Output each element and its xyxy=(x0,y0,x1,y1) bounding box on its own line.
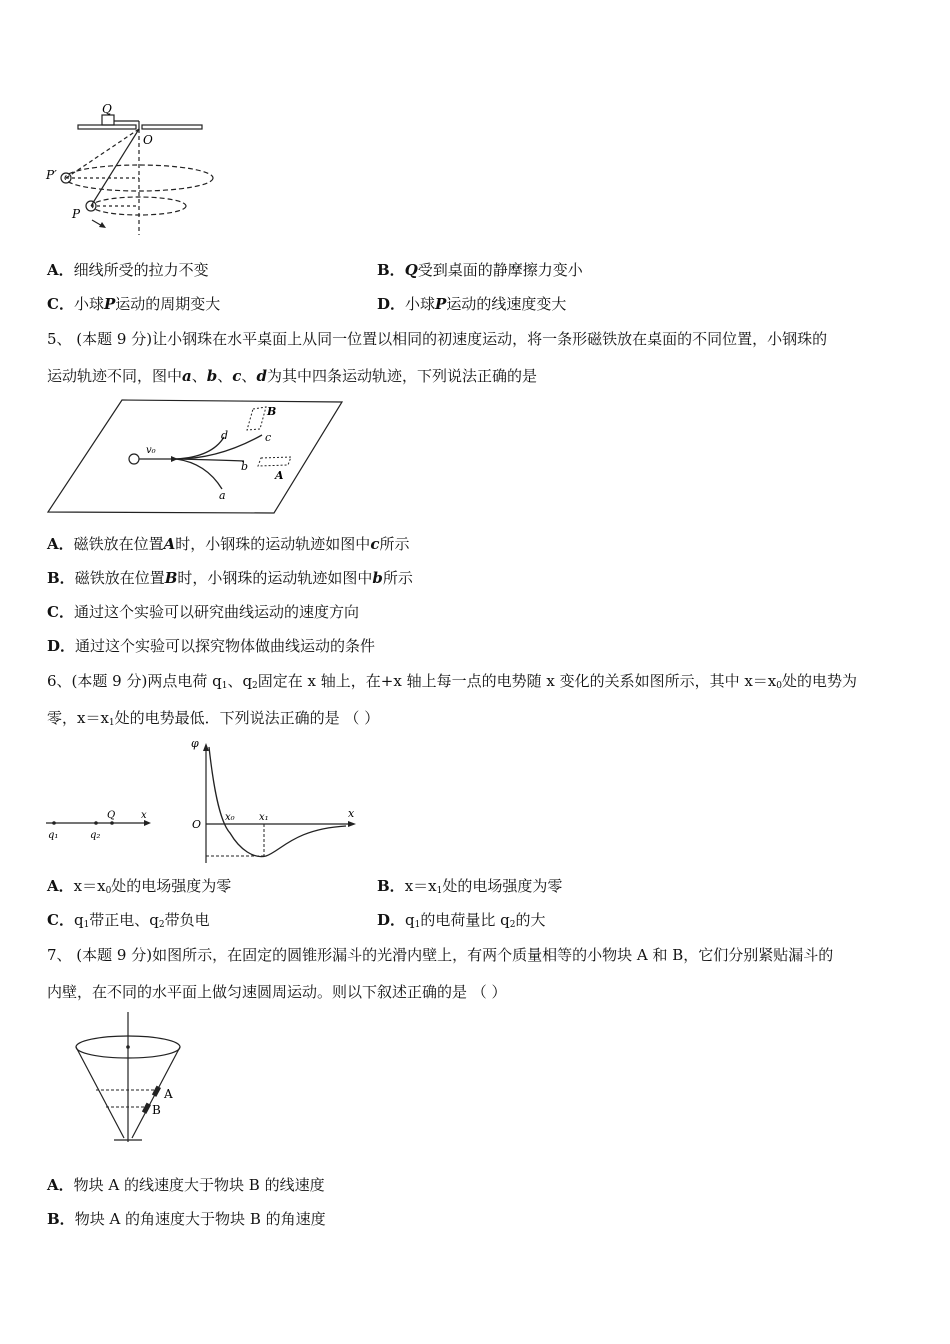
q6-stem-line1: 6、(本题 9 分)两点电荷 $q_1$、$q_2$固定在 x 轴上，在+x 轴上每一点的电势随 x 变化的关系如图所示，其中 $x=x_0$处的电势为 xyxy=(47,672,858,691)
q6-label-q2: q₂ xyxy=(90,830,101,841)
q6-charge-q2 xyxy=(94,821,98,825)
q5-track-a xyxy=(176,459,222,489)
q6-label-x: x xyxy=(348,807,355,820)
q5-figure xyxy=(44,397,346,517)
q6-label-x0: x₀ xyxy=(225,812,235,823)
q5-option-c[interactable]: C．通过这个实验可以研究曲线运动的速度方向 xyxy=(47,603,359,621)
q7-figure xyxy=(44,1010,194,1150)
q4-figure xyxy=(44,100,224,240)
q7-stem-line2: 内壁，在不同的水平面上做匀速圆周运动。则以下叙述正确的是 （ ） xyxy=(47,983,507,1001)
q7-label-b: B xyxy=(152,1103,161,1117)
q4-option-d[interactable]: D．小球P运动的线速度变大 xyxy=(377,295,567,313)
q6-label-q: Q xyxy=(107,810,116,821)
q4-option-a[interactable]: A．细线所受的拉力不变 xyxy=(47,261,209,279)
q5-stem-line2: 运动轨迹不同，图中a、b、c、d为其中四条运动轨迹，下列说法正确的是 xyxy=(47,367,537,385)
q5-label-magnet-b: B xyxy=(267,405,277,418)
q5-track-c xyxy=(176,435,262,459)
q5-ball xyxy=(129,454,139,464)
q6-label-origin: O xyxy=(192,818,202,831)
q6-stem-line2: 零，$x=x_1$处的电势最低．下列说法正确的是 （ ） xyxy=(47,709,380,728)
q5-option-d[interactable]: D．通过这个实验可以探究物体做曲线运动的条件 xyxy=(47,637,376,655)
q7-block-a xyxy=(152,1086,161,1097)
q7-option-b[interactable]: B．物块 A 的角速度大于物块 B 的角速度 xyxy=(47,1210,326,1228)
q6-option-b[interactable]: B．$x=x_1$处的电场强度为零 xyxy=(377,877,563,896)
q6-label-x1: x₁ xyxy=(259,812,269,823)
q4-option-c[interactable]: C．小球P运动的周期变大 xyxy=(47,295,221,313)
q7-label-a: A xyxy=(164,1087,173,1101)
q5-option-a[interactable]: A．磁铁放在位置A时，小钢珠的运动轨迹如图中c所示 xyxy=(47,535,410,553)
q7-option-a[interactable]: A．物块 A 的线速度大于物块 B 的线速度 xyxy=(47,1176,325,1194)
q5-label-b: b xyxy=(241,460,249,473)
q5-label-d: d xyxy=(221,429,229,442)
q7-stem-line1: 7、 (本题 9 分)如图所示，在固定的圆锥形漏斗的光滑内壁上，有两个质量相等的小物块 A 和 B，它们分别紧贴漏斗的 xyxy=(47,946,834,964)
q4-label-p: P xyxy=(72,207,81,221)
q5-label-a: a xyxy=(219,489,226,502)
q6-charge-q1 xyxy=(52,821,56,825)
q5-magnet-a xyxy=(258,457,291,466)
q6-potential-curve xyxy=(209,747,346,857)
q5-magnet-b xyxy=(247,407,266,430)
q4-option-b[interactable]: B．Q受到桌面的静摩擦力变小 xyxy=(377,261,583,279)
q6-option-c[interactable]: C．$q_1$带正电、$q_2$带负电 xyxy=(47,911,210,930)
q6-label-phi: φ xyxy=(191,737,199,750)
q6-charge-axis xyxy=(44,805,156,845)
q7-block-b xyxy=(142,1103,151,1114)
q6-label-q1: q₁ xyxy=(48,830,59,841)
q5-label-c: c xyxy=(265,431,272,444)
q5-option-b[interactable]: B．磁铁放在位置B时，小钢珠的运动轨迹如图中b所示 xyxy=(47,569,413,587)
q4-block-q xyxy=(102,115,114,125)
q5-stem-line1: 5、 (本题 9 分)让小钢珠在水平桌面上从同一位置以相同的初速度运动，将一条形磁铁放在桌面的不同位置，小钢珠的 xyxy=(47,330,828,348)
q5-track-d xyxy=(176,437,224,459)
q6-label-x: x xyxy=(141,810,147,821)
q6-potential-graph xyxy=(186,733,362,865)
q5-label-magnet-a: A xyxy=(275,469,284,482)
q5-label-v0: v₀ xyxy=(146,445,156,456)
q6-option-d[interactable]: D．$q_1$的电荷量比 $q_2$的大 xyxy=(377,911,546,930)
q4-label-o: O xyxy=(143,133,153,147)
q6-option-a[interactable]: A．$x=x_0$处的电场强度为零 xyxy=(47,877,232,896)
q4-table-right xyxy=(142,125,202,129)
q4-label-q: Q xyxy=(102,102,112,116)
q6-point-q xyxy=(110,821,114,825)
q4-string-p xyxy=(91,129,139,206)
q4-label-pprime: P′ xyxy=(46,168,57,182)
